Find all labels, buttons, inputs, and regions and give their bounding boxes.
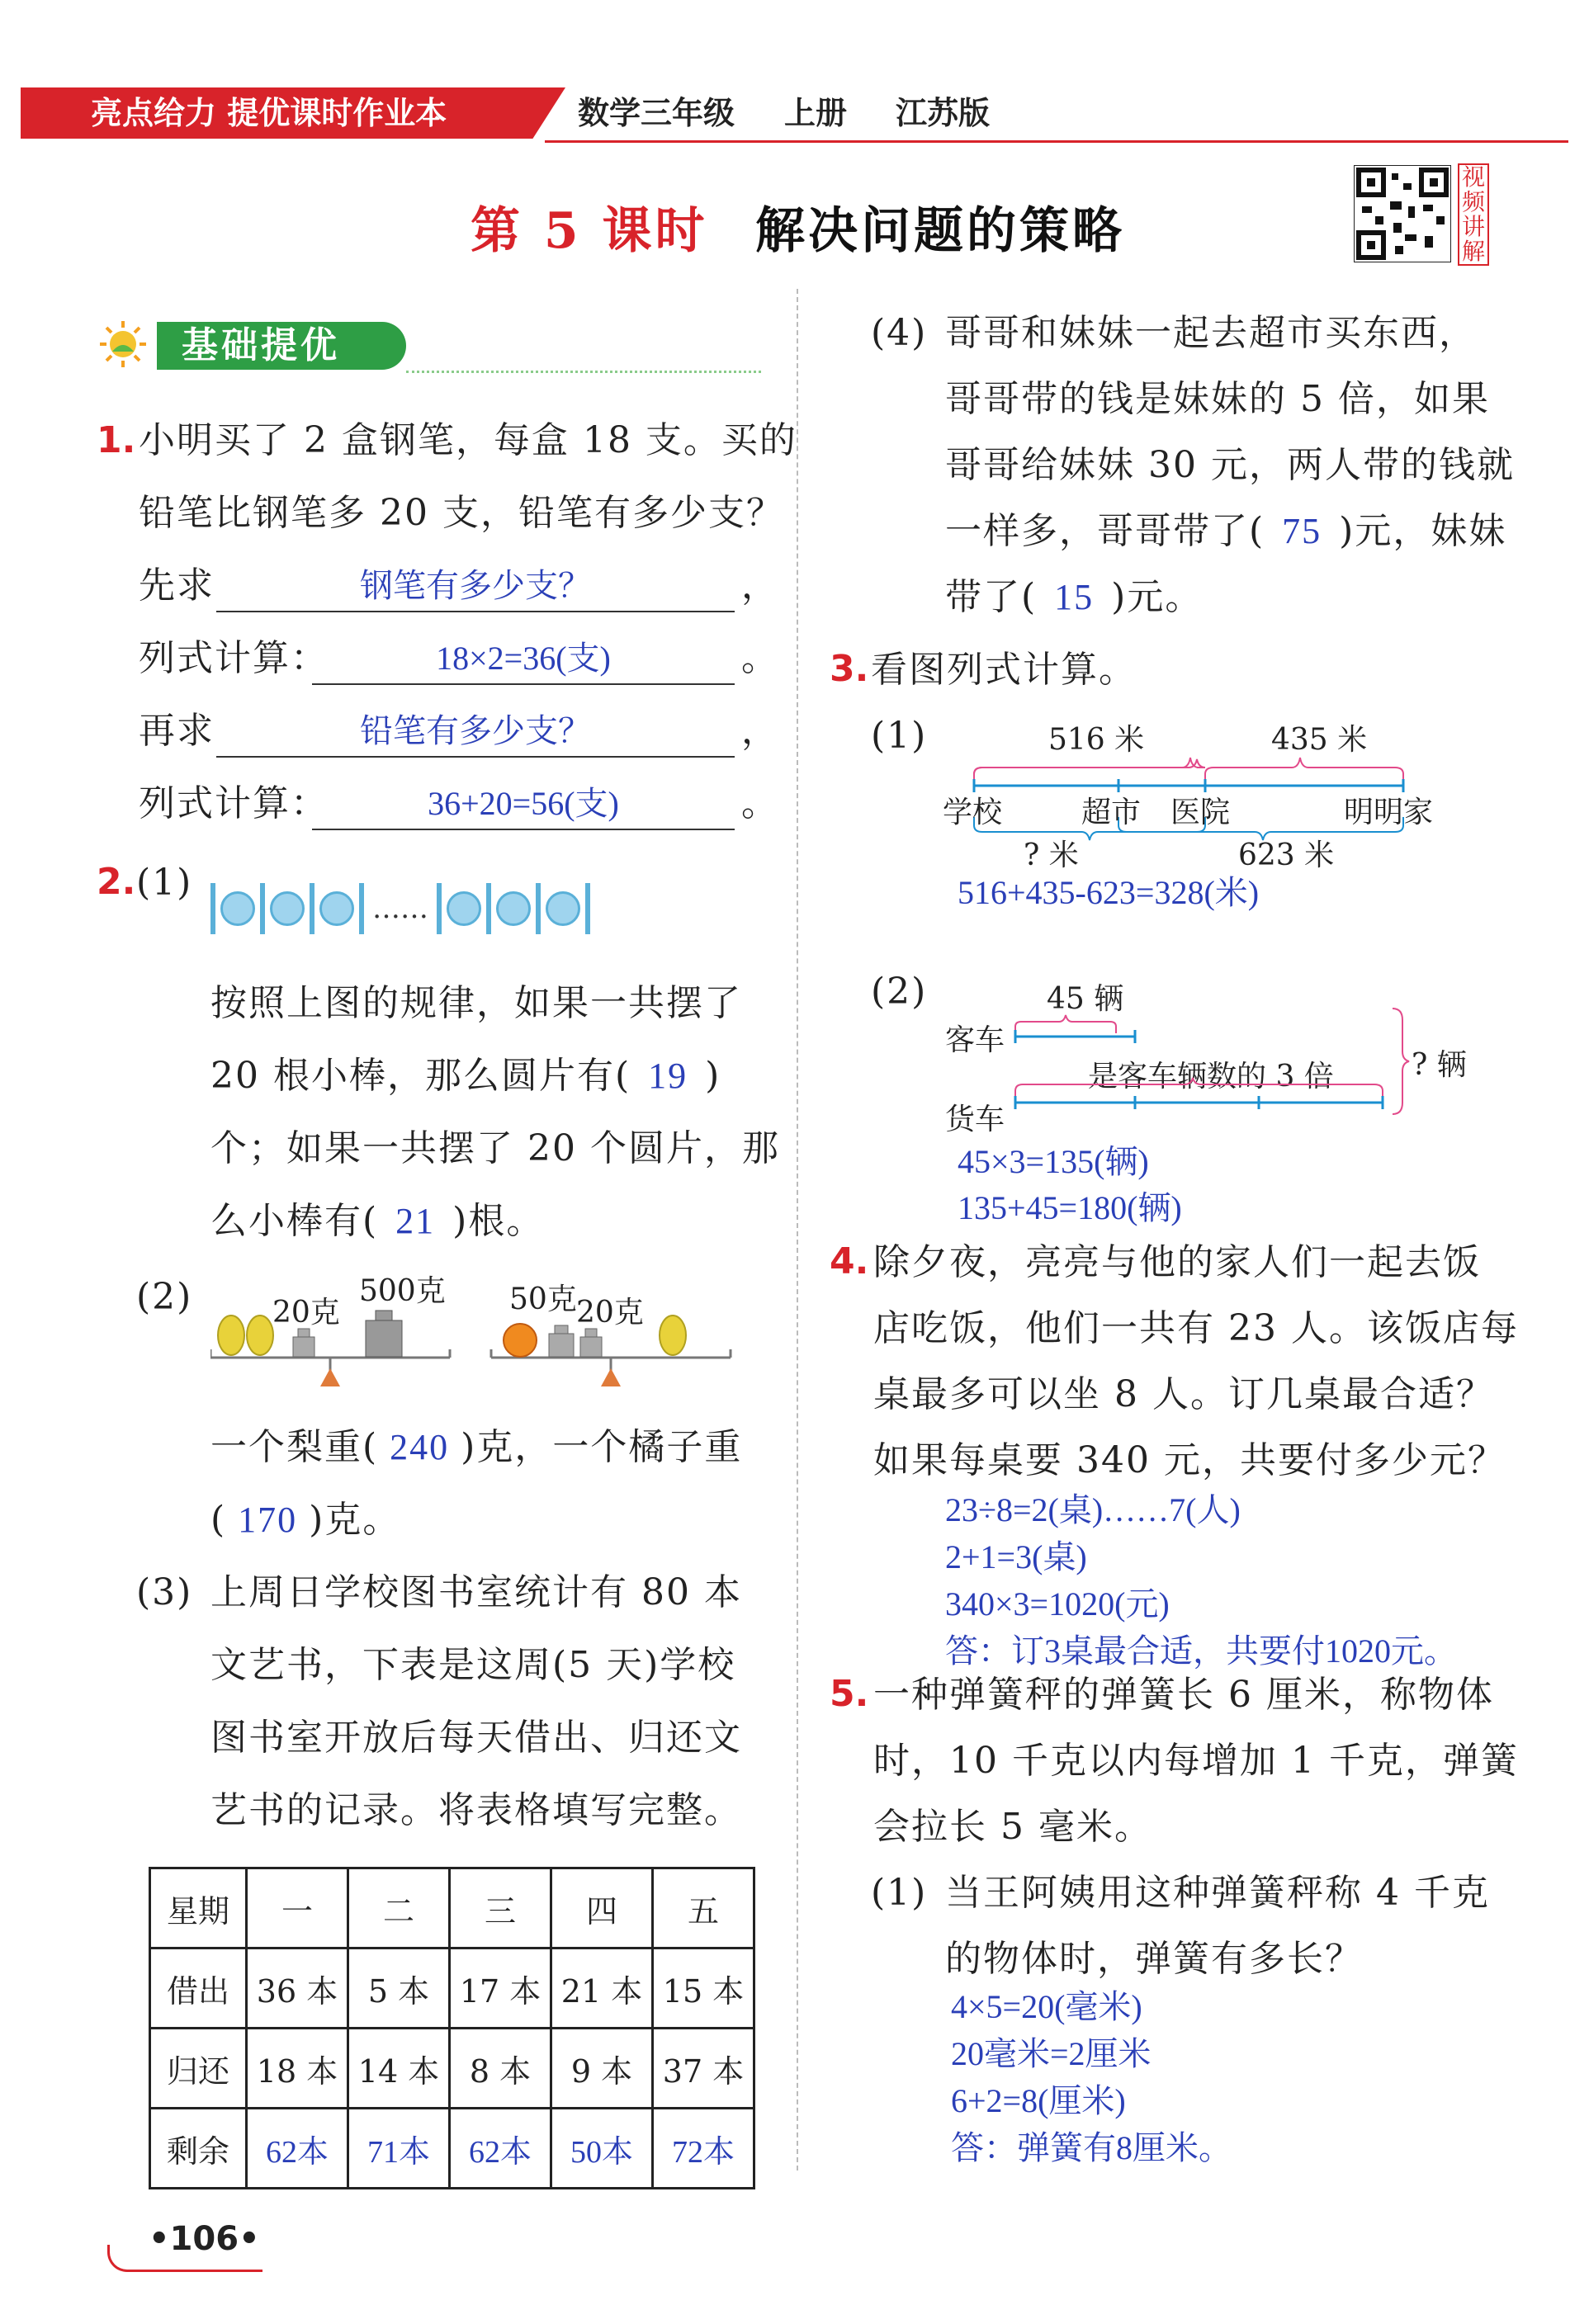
q1-comma-2: ， [741, 710, 779, 752]
q5-line2: 时，10 千克以内每增加 1 千克，弹簧 [873, 1740, 1519, 1782]
table-cell: 15 本 [653, 1948, 754, 2029]
d1-bottom-label: 623 米 [1238, 838, 1335, 872]
row-label: 剩余 [150, 2109, 247, 2189]
header-volume: 上册 [784, 95, 848, 131]
section-label: 基础提优 [182, 324, 340, 366]
d1-school-label: 学校 [943, 796, 1003, 829]
weight-label-500g: 500克 [359, 1274, 446, 1308]
q2-p3-line1: 上周日学校图书室统计有 80 本 [210, 1571, 742, 1613]
q2-p4-line3: 哥哥给妹妹 30 元，两人带的钱就 [945, 444, 1515, 486]
d2-question-label: ? 辆 [1412, 1048, 1467, 1082]
table-answer-cell[interactable]: 62本 [450, 2109, 551, 2189]
q5-line1: 一种弹簧秤的弹簧长 6 厘米，称物体 [873, 1674, 1494, 1716]
table-row-returned [150, 2029, 754, 2109]
q5-answer-4: 答：弹簧有8厘米。 [951, 2129, 1232, 2166]
lesson-title: 解决问题的策略 [755, 202, 1125, 260]
table-cell: 9 本 [551, 2029, 653, 2109]
table-header-cell: 五 [653, 1868, 754, 1948]
q1-period-2: 。 [741, 782, 779, 824]
q1-calc-label-1: 列式计算： [139, 637, 329, 679]
q2-p4-line1: 哥哥和妹妹一起去超市买东西， [945, 312, 1477, 354]
table-row-remaining [150, 2109, 754, 2189]
q3-number: 3. [830, 648, 869, 690]
vehicle-diagram [1011, 1000, 1416, 1132]
q4-answer-1: 23÷8=2(桌)……7(人) [945, 1491, 1241, 1528]
table-cell: 5 本 [348, 1948, 450, 2029]
q1-calc-answer-2: 36+20=56(支) [428, 785, 619, 822]
qr-label: 视频讲解 [1458, 163, 1489, 266]
q1-number: 1. [97, 419, 136, 461]
q3-text: 看图列式计算。 [871, 649, 1137, 691]
q2-p3-line3: 图书室开放后每天借出、归还文 [210, 1717, 742, 1759]
header-edition: 江苏版 [896, 95, 991, 131]
d2-mid-label: 是客车辆数的 3 倍 [1088, 1060, 1334, 1094]
q5-p1-line1: 当王阿姨用这种弹簧秤称 4 千克 [945, 1872, 1490, 1914]
stick [310, 883, 314, 934]
q2-p2-answer-orange[interactable]: 170 [238, 1500, 298, 1540]
q3-p2-answer-2: 135+45=180(辆) [958, 1189, 1182, 1226]
table-header-cell: 一 [247, 1868, 348, 1948]
q1-first-answer: 钢笔有多少支？ [360, 567, 591, 604]
lesson-number: 第 5 课时 [471, 202, 708, 260]
q1-calc-answer-1: 18×2=36(支) [436, 640, 611, 677]
book-records-table [149, 1867, 755, 2189]
q5-p1-label: (1) [871, 1872, 928, 1914]
q3-p1-answer: 516+435-623=328(米) [958, 874, 1260, 911]
q1-first-label: 先求 [139, 564, 215, 607]
q2-p1-line2: 20 根小棒，那么圆片有( 19 ) [210, 1040, 755, 1112]
q4-answer-4: 答：订3桌最合适，共要付1020元。 [945, 1632, 1457, 1670]
circle-disc [546, 891, 580, 926]
circle-disc [319, 891, 354, 926]
circle-disc [270, 891, 305, 926]
q2-p4-answer-brother[interactable]: 75 [1282, 511, 1322, 551]
stick [260, 883, 265, 934]
q2-p2-label: (2) [136, 1276, 193, 1318]
table-cell: 37 本 [653, 2029, 754, 2109]
q2-p3-line4: 艺书的记录。将表格填写完整。 [210, 1789, 742, 1831]
table-header-cell: 三 [450, 1868, 551, 1948]
header-brand: 亮点给力 提优课时作业本 [91, 95, 447, 131]
d2-truck-label: 货车 [945, 1103, 1005, 1136]
q2-p4-line5: 带了( 15 )元。 [945, 561, 1203, 634]
weight-label-20g-2: 20克 [576, 1296, 644, 1330]
q1-period-1: 。 [741, 637, 779, 679]
d1-top-label-2: 435 米 [1271, 723, 1368, 757]
q2-p1-answer-1[interactable]: 19 [648, 1056, 688, 1096]
q5-p1-line2: 的物体时，弹簧有多长？ [945, 1938, 1363, 1980]
q2-p4-line4: 一样多，哥哥带了( 75 )元，妹妹 [945, 495, 1506, 568]
q2-p1-label: (1) [136, 862, 193, 904]
q4-number: 4. [830, 1240, 869, 1282]
q3-p2-answer-1: 45×3=135(辆) [958, 1143, 1149, 1180]
q2-p1-answer-2[interactable]: 21 [395, 1201, 436, 1241]
stick [437, 883, 442, 934]
q5-answer-3: 6+2=8(厘米) [951, 2082, 1126, 2119]
table-cell: 36 本 [247, 1948, 348, 2029]
d2-top-label: 45 辆 [1047, 982, 1124, 1016]
table-answer-cell[interactable]: 50本 [551, 2109, 653, 2189]
stick [585, 883, 590, 934]
q2-p4-line2: 哥哥带的钱是妹妹的 5 倍，如果 [945, 378, 1490, 420]
table-header-cell: 星期 [150, 1868, 247, 1948]
table-header-cell: 二 [348, 1868, 450, 1948]
q3-p2-label: (2) [871, 971, 928, 1013]
d1-market-label: 超市 [1081, 796, 1142, 829]
stick [359, 883, 364, 934]
q5-line3: 会拉长 5 毫米。 [873, 1806, 1152, 1848]
header-rule [545, 140, 1568, 143]
table-answer-cell[interactable]: 72本 [653, 2109, 754, 2189]
q2-p4-label: (4) [871, 312, 928, 354]
q4-line2: 店吃饭，他们一共有 23 人。该饭店每 [873, 1307, 1519, 1349]
stick [486, 883, 491, 934]
table-answer-cell[interactable]: 71本 [348, 2109, 450, 2189]
q1-then-answer: 铅笔有多少支？ [360, 712, 591, 749]
row-label: 借出 [150, 1948, 247, 2029]
stick [210, 883, 215, 934]
table-cell: 8 本 [450, 2029, 551, 2109]
q2-p4-answer-sister[interactable]: 15 [1054, 577, 1095, 617]
d1-top-label-1: 516 米 [1048, 723, 1145, 757]
q5-answer-1: 4×5=20(毫米) [951, 1988, 1142, 2025]
table-header-row [150, 1868, 754, 1948]
q1-calc-label-2: 列式计算： [139, 782, 329, 824]
q1-then-label: 再求 [139, 710, 215, 752]
table-cell: 14 本 [348, 2029, 450, 2109]
q2-p1-line1: 按照上图的规律，如果一共摆了 [210, 982, 742, 1024]
q4-answer-3: 340×3=1020(元) [945, 1585, 1170, 1623]
table-answer-cell[interactable]: 62本 [247, 2109, 348, 2189]
column-divider [797, 289, 798, 2170]
table-cell: 18 本 [247, 2029, 348, 2109]
q2-p2-line1: 一个梨重( 240 )克，一个橘子重 [210, 1411, 742, 1484]
q1-comma-1: ， [741, 564, 779, 607]
q2-p1-line4: 么小棒有( 21 )根。 [210, 1185, 544, 1258]
weight-label-20g: 20克 [272, 1296, 340, 1330]
q2-p2-answer-pear[interactable]: 240 [390, 1427, 450, 1467]
q1-text-line2: 铅笔比钢笔多 20 支，铅笔有多少支？ [139, 492, 784, 534]
q4-line1: 除夕夜，亮亮与他的家人们一起去饭 [873, 1241, 1481, 1283]
page-number: •106• [149, 2220, 260, 2258]
header-subject: 数学三年级 [578, 95, 735, 131]
weight-label-50g: 50克 [509, 1282, 577, 1316]
q2-p3-label: (3) [136, 1571, 193, 1613]
q5-number: 5. [830, 1673, 869, 1715]
d1-hospital-label: 医院 [1170, 796, 1231, 829]
q2-p3-line2: 文艺书，下表是这周(5 天)学校 [210, 1644, 736, 1686]
table-row-borrowed [150, 1948, 754, 2029]
q4-line4: 如果每桌要 340 元，共要付多少元？ [873, 1439, 1506, 1481]
qr-code-icon[interactable] [1354, 165, 1451, 262]
q3-p1-label: (1) [871, 715, 928, 757]
q4-line3: 桌最多可以坐 8 人。订几桌最合适？ [873, 1373, 1494, 1415]
ellipsis: …… [372, 892, 428, 925]
row-label: 归还 [150, 2029, 247, 2109]
q2-p1-line3: 个；如果一共摆了 20 个圆片，那 [210, 1127, 780, 1169]
circle-disc [496, 891, 531, 926]
circle-disc [447, 891, 481, 926]
stick [536, 883, 541, 934]
q4-answer-2: 2+1=3(桌) [945, 1538, 1087, 1575]
q2-number: 2. [97, 861, 136, 903]
q5-answer-2: 20毫米=2厘米 [951, 2035, 1152, 2072]
section-rule [406, 371, 761, 373]
sun-icon [97, 319, 149, 370]
d2-bus-label: 客车 [945, 1023, 1005, 1057]
q2-p2-line2: ( 170 )克。 [210, 1484, 400, 1556]
table-cell: 21 本 [551, 1948, 653, 2029]
sticks-circles-figure [210, 883, 590, 934]
d1-question-label: ? 米 [1024, 838, 1079, 872]
d1-home-label: 明明家 [1344, 796, 1434, 829]
table-cell: 17 本 [450, 1948, 551, 2029]
circle-disc [220, 891, 255, 926]
q1-text-line1: 小明买了 2 盒钢笔，每盒 18 支。买的 [139, 419, 797, 461]
table-header-cell: 四 [551, 1868, 653, 1948]
